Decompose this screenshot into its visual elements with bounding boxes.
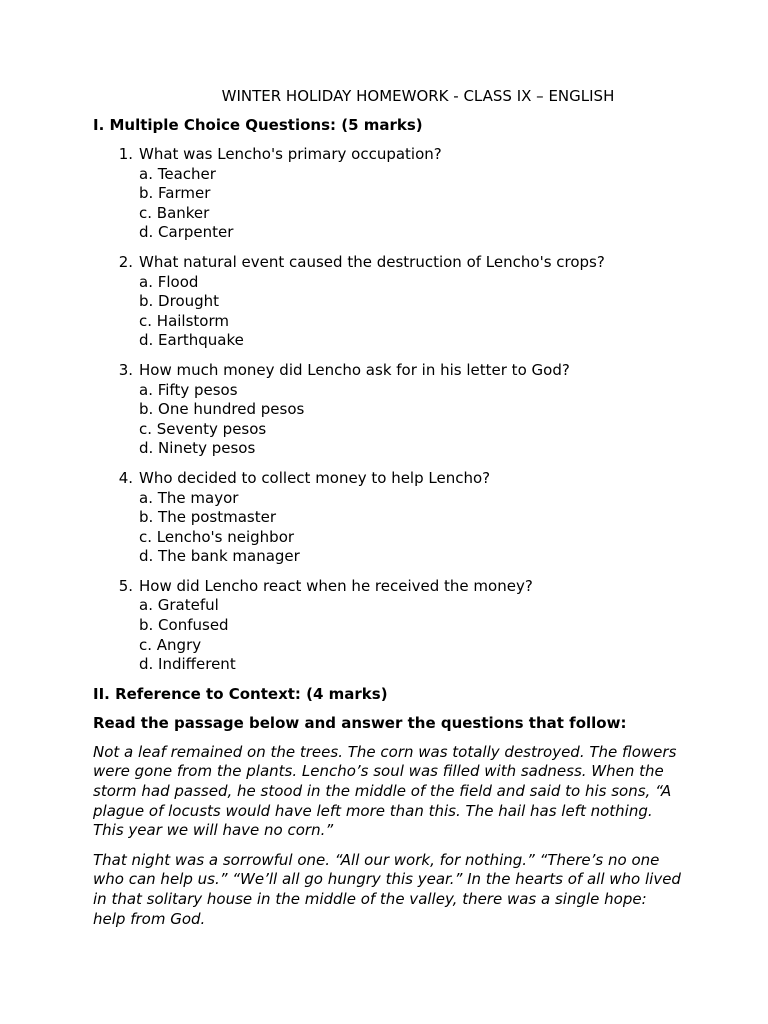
passage-instruction: Read the passage below and answer the questions that follow: <box>93 713 627 732</box>
question-text: How did Lencho react when he received the money? <box>139 576 533 595</box>
passage-paragraph-1: Not a leaf remained on the trees. The corn was totally destroyed. The flowers were gone from the plants. Lencho’s soul was filled with sadness. When the storm had passed, he stood in the middle of the field and said to his sons, “A plague of locusts would have left more than this. The hail has left nothing. This year we will have no corn.” <box>93 742 677 840</box>
option-b: b. Farmer <box>139 184 211 203</box>
option-d: d. Indifferent <box>139 655 236 674</box>
option-b: b. The postmaster <box>139 508 277 527</box>
question-text: What natural event caused the destruction of Lencho's crops? <box>139 252 605 271</box>
mcq-question-4 <box>93 469 683 567</box>
option-a: a. Teacher <box>139 164 216 183</box>
option-b: b. One hundred pesos <box>139 400 305 419</box>
question-text: Who decided to collect money to help Lencho? <box>139 468 491 487</box>
option-d: d. The bank manager <box>139 547 300 566</box>
mcq-question-1 <box>93 145 683 243</box>
option-c: c. Hailstorm <box>139 311 229 330</box>
option-list <box>139 273 683 351</box>
option-b: b. Drought <box>139 292 220 311</box>
question-number: 5. <box>118 576 133 595</box>
question-number: 2. <box>118 252 133 271</box>
question-number: 4. <box>118 468 133 487</box>
question-text: What was Lencho's primary occupation? <box>139 145 442 163</box>
option-list <box>139 596 683 674</box>
option-list <box>139 489 683 567</box>
passage-paragraph-2: That night was a sorrowful one. “All our work, for nothing.” “There’s no one who can help us.” “We’ll all go hungry this year.” In the hearts of all who lived in that solitary house in the middle of the valley, there was a single hope: help from God. <box>93 850 681 928</box>
option-d: d. Ninety pesos <box>139 439 256 458</box>
option-a: a. Grateful <box>139 596 219 615</box>
option-c: c. Lencho's neighbor <box>139 527 295 546</box>
option-c: c. Seventy pesos <box>139 419 267 438</box>
option-a: a. The mayor <box>139 488 239 507</box>
option-d: d. Earthquake <box>139 331 244 350</box>
mcq-question-3 <box>93 361 683 459</box>
question-text: How much money did Lencho ask for in his letter to God? <box>139 360 570 379</box>
mcq-question-2 <box>93 253 683 351</box>
document-content <box>93 116 683 929</box>
question-number: 1. <box>118 145 133 163</box>
option-a: a. Flood <box>139 272 199 291</box>
option-c: c. Banker <box>139 203 210 222</box>
option-b: b. Confused <box>139 616 229 635</box>
option-list <box>139 165 683 243</box>
option-d: d. Carpenter <box>139 223 234 242</box>
option-a: a. Fifty pesos <box>139 380 238 399</box>
mcq-list <box>93 145 683 675</box>
option-list <box>139 381 683 459</box>
mcq-question-5 <box>93 577 683 675</box>
document-title: WINTER HOLIDAY HOMEWORK - CLASS IX – ENGLISH <box>221 87 615 105</box>
section-2-heading: II. Reference to Context: (4 marks) <box>93 684 388 703</box>
question-number: 3. <box>118 360 133 379</box>
option-c: c. Angry <box>139 635 202 654</box>
section-1-heading: I. Multiple Choice Questions: (5 marks) <box>93 116 423 134</box>
